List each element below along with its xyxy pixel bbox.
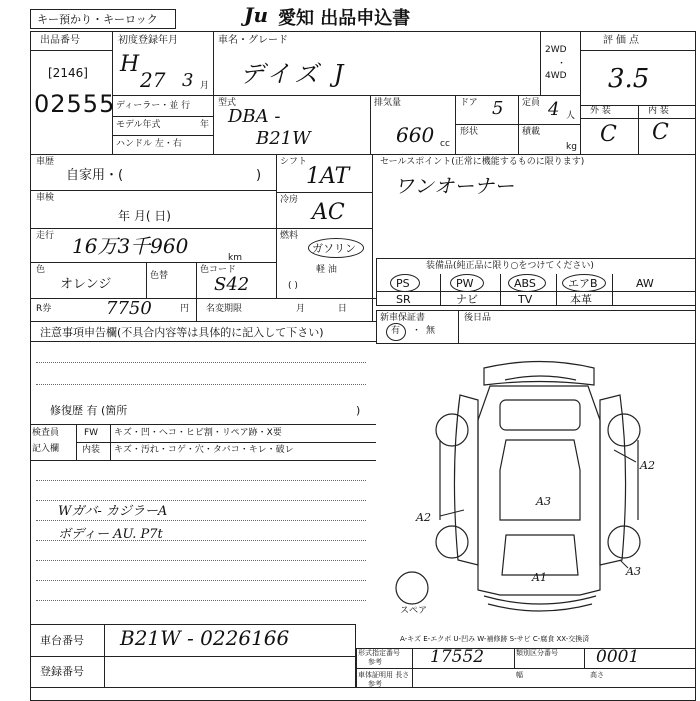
type-spec-value: 17552	[430, 647, 485, 667]
category-label: 類別区分番号	[516, 649, 558, 657]
color-code-value: S42	[214, 274, 250, 295]
recycle-label: R券	[36, 304, 52, 314]
shape-label: 形状	[460, 127, 479, 137]
sales-point-label: セールスポイント(正常に機能するものに限ります)	[380, 157, 585, 167]
wd-dot: ・	[557, 59, 567, 69]
sheet-title: 愛知 出品申込書	[278, 8, 411, 29]
damage-mark-a3-center: A3	[536, 495, 551, 508]
reg-month: 3	[182, 70, 194, 91]
mileage-value: 16万3千960	[72, 234, 189, 258]
lot-no-label: 出品番号	[40, 35, 80, 46]
fuel-value: ガソリン	[312, 242, 356, 255]
equip-tv: TV	[518, 293, 533, 306]
type-spec-label: 形式指定番号	[358, 649, 400, 657]
diesel-label: 軽 油	[316, 265, 337, 275]
damage-mark-a3-right: A3	[626, 565, 641, 578]
model-name: デイズ J	[240, 60, 348, 88]
dealer-label: ディーラー・並 行	[116, 101, 191, 111]
repair-close: )	[356, 404, 361, 417]
sales-point-value: ワンオーナー	[394, 174, 514, 198]
shift-label: シフト	[280, 157, 308, 167]
equip-aw: AW	[636, 277, 654, 290]
type-label: 型式	[218, 98, 237, 108]
history-close: )	[256, 168, 262, 183]
manual-no: 無	[426, 326, 436, 336]
year-char: 年	[200, 120, 210, 130]
note-line2: ボディー AU. P7t	[58, 527, 163, 542]
loading-label: 積載	[522, 127, 541, 137]
manual-yes: 有	[391, 326, 401, 336]
fuel-paren: ( )	[288, 281, 298, 291]
km-unit: km	[228, 253, 242, 263]
interior-label: 内 装	[648, 106, 669, 116]
repair-label: 修復歴 有 (箇所	[50, 404, 128, 417]
model-label: 車名・グレード	[218, 35, 288, 46]
inspector-label: 検査員	[32, 428, 60, 438]
history-value: 自家用・(	[66, 168, 124, 183]
note-line1: Wガバ- カジラーA	[58, 504, 168, 519]
spare-label: スペア	[400, 606, 428, 616]
people-unit: 人	[566, 111, 576, 121]
color-label: 色	[36, 265, 46, 275]
interior-row-label: 内装	[82, 445, 101, 455]
type-line2: B21W	[256, 128, 311, 149]
notes-label: 注意事項申告欄(不具合内容等は具体的に記入して下さい)	[40, 326, 324, 339]
4wd-label: 4WD	[545, 71, 567, 81]
doors-label: ドア	[460, 98, 478, 108]
displacement-label: 排気量	[374, 98, 402, 108]
yen-unit: 円	[180, 304, 190, 314]
displacement-value: 660	[396, 123, 435, 147]
fuel-label: 燃料	[280, 231, 299, 241]
fw-label: FW	[84, 428, 99, 438]
reg-no-label: 登録番号	[40, 665, 84, 678]
kg-unit: kg	[566, 142, 577, 152]
damage-mark-a2-right: A2	[640, 459, 655, 472]
color-change-label: 色替	[150, 271, 169, 281]
era: H	[120, 52, 140, 77]
shift-value: 1AT	[306, 164, 350, 189]
interior-row: キズ・汚れ・コゲ・穴・タバコ・キレ・破レ	[114, 445, 294, 455]
model-year-label: モデル年式	[116, 120, 161, 130]
width-label: 幅	[516, 671, 523, 679]
later-label: 後日品	[464, 313, 492, 323]
equip-sr: SR	[396, 293, 411, 306]
first-reg-label: 初度登録年月	[118, 35, 178, 46]
chassis-value: B21W - 0226166	[120, 626, 290, 650]
new-manual-label: 新車保証書	[380, 313, 426, 323]
height-label: 高さ	[590, 671, 604, 679]
shaken-row: 年 月( 日)	[118, 209, 171, 223]
interior-grade: C	[652, 120, 669, 145]
lot-bracket: [2146]	[48, 66, 88, 80]
shaken-label: 車検	[36, 193, 55, 203]
lot-number: 02555	[34, 90, 116, 118]
capacity-value: 4	[548, 99, 560, 120]
equip-ps: PS	[396, 277, 410, 290]
color-value: オレンジ	[60, 277, 112, 292]
dims-label: 車体証明用 長さ	[358, 671, 410, 679]
month-char: 月	[200, 81, 210, 91]
recycle-value: 7750	[106, 298, 152, 319]
type-spec-ref: 参考	[368, 658, 382, 666]
exterior-grade: C	[600, 122, 617, 147]
color-code-label: 色コード	[200, 265, 237, 275]
equip-leather: 本革	[570, 293, 592, 306]
history-label: 車歴	[36, 157, 55, 167]
equipment-label: 装備品(純正品に限り○をつけてください)	[426, 261, 594, 271]
score-value: 3.5	[608, 64, 650, 94]
score-label: 評価点	[603, 35, 642, 46]
2wd-label: 2WD	[545, 45, 567, 55]
equip-pw: PW	[456, 277, 474, 290]
handle-label: ハンドル 左・右	[116, 139, 182, 149]
equip-abs: ABS	[514, 277, 536, 290]
name-change-label: 名変期限	[206, 304, 243, 314]
fw-row: キズ・凹・ヘコ・ヒビ割・リペア跡・X要	[114, 428, 282, 438]
chassis-label: 車台番号	[40, 634, 84, 647]
equip-airbag: エアB	[568, 277, 598, 290]
logo-mark: Ju	[244, 3, 269, 27]
capacity-label: 定員	[522, 98, 541, 108]
damage-mark-a2-left: A2	[416, 511, 431, 524]
manual-sep: ・	[412, 326, 422, 336]
damage-mark-a1: A1	[532, 571, 547, 584]
record-label: 記入欄	[32, 444, 60, 454]
doors-value: 5	[492, 98, 504, 119]
category-value: 0001	[596, 647, 640, 667]
cooling-value: AC	[312, 200, 345, 225]
equip-navi: ナビ	[456, 293, 478, 306]
mileage-label: 走行	[36, 231, 55, 241]
cooling-label: 冷房	[280, 195, 299, 205]
exterior-label: 外 装	[590, 106, 611, 116]
key-note: キー預かり・キーロック	[37, 13, 158, 26]
month-day-label: 月 日	[296, 304, 347, 314]
reg-year: 27	[140, 68, 166, 92]
cc-unit: cc	[440, 139, 450, 149]
type-line1: DBA -	[228, 106, 281, 127]
dims-ref: 参考	[368, 680, 382, 688]
damage-legend: A-キズ E-エクボ U-凹み W-補修跡 S-サビ C-腐食 XX-交換済	[400, 635, 590, 643]
